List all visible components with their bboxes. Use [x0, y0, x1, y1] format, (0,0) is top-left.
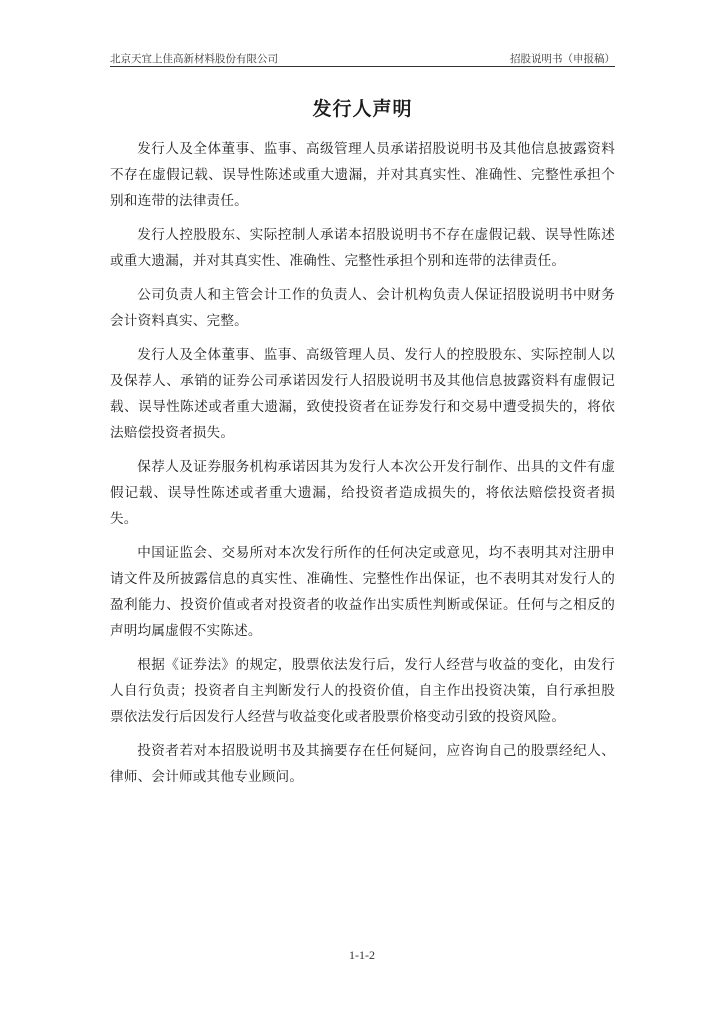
paragraph-2: 发行人控股股东、实际控制人承诺本招股说明书不存在虚假记载、误导性陈述或重大遗漏，并对其真实性、准确性、完整性承担个别和连带的法律责任。 [110, 227, 615, 269]
section-title: 发行人声明 [312, 98, 413, 120]
header-company-name: 北京天宜上佳高新材料股份有限公司 [110, 53, 278, 65]
declaration-body [110, 136, 615, 798]
header-document-type: 招股说明书（申报稿） [510, 53, 615, 65]
paragraph-1: 发行人及全体董事、监事、高级管理人员承诺招股说明书及其他信息披露资料不存在虚假记载、误导性陈述或重大遗漏，并对其真实性、准确性、完整性承担个别和连带的法律责任。 [110, 141, 615, 209]
page-header [110, 49, 615, 67]
paragraph-8: 投资者若对本招股说明书及其摘要存在任何疑问，应咨询自己的股票经纪人、律师、会计师或其他专业顾问。 [110, 743, 615, 785]
paragraph-5: 保荐人及证券服务机构承诺因其为发行人本次公开发行制作、出具的文件有虚假记载、误导性陈述或者重大遗漏，给投资者造成损失的，将依法赔偿投资者损失。 [110, 459, 615, 527]
paragraph-4: 发行人及全体董事、监事、高级管理人员、发行人的控股股东、实际控制人以及保荐人、承销的证券公司承诺因发行人招股说明书及其他信息披露资料有虚假记载、误导性陈述或者重大遗漏，致使投资者在证券发行和交易中遭受损失的，将依法赔偿投资者损失。 [110, 347, 615, 441]
paragraph-6: 中国证监会、交易所对本次发行所作的任何决定或意见，均不表明其对注册申请文件及所披露信息的真实性、准确性、完整性作出保证，也不表明其对发行人的盈利能力、投资价值或者对投资者的收益作出实质性判断或保证。任何与之相反的声明均属虚假不实陈述。 [110, 545, 615, 639]
paragraph-7: 根据《证券法》的规定，股票依法发行后，发行人经营与收益的变化，由发行人自行负责；投资者自主判断发行人的投资价值，自主作出投资决策，自行承担股票依法发行后因发行人经营与收益变化或者股票价格变动引致的投资风险。 [110, 657, 615, 725]
page-number: 1-1-2 [349, 948, 375, 962]
paragraph-3: 公司负责人和主管会计工作的负责人、会计机构负责人保证招股说明书中财务会计资料真实、完整。 [110, 287, 615, 329]
